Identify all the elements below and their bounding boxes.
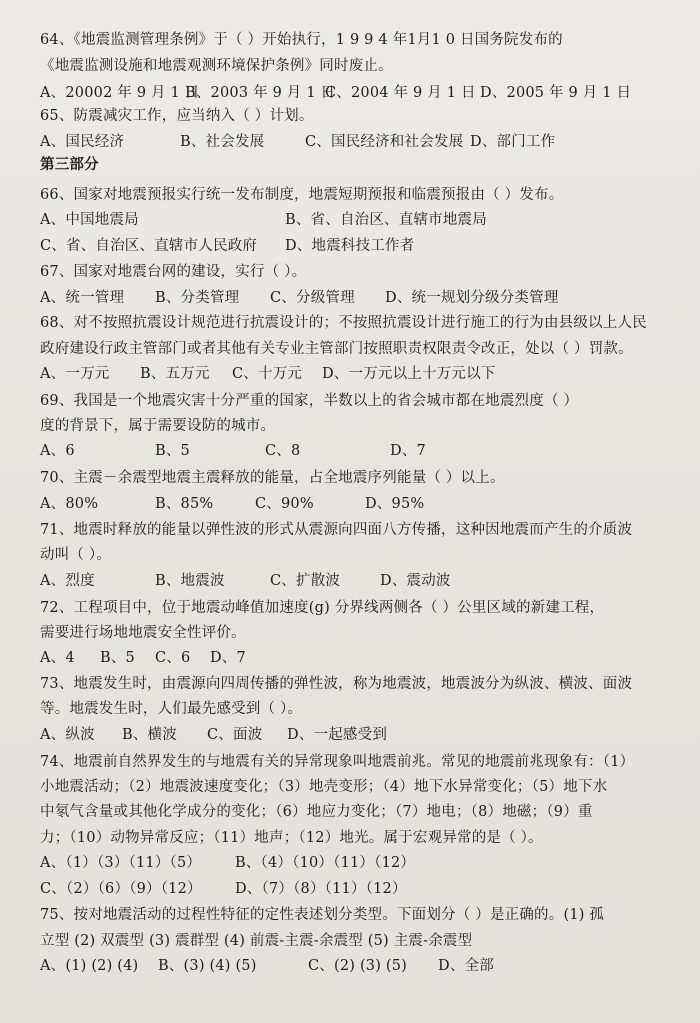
q74-option-c: C、（2）（6）（9）（12） bbox=[40, 881, 202, 897]
q75-option-c: C、(2) (3) (5) bbox=[308, 958, 408, 974]
q64-option-d: D、2005 年 9 月 1 日 bbox=[480, 85, 632, 101]
q75-line1: 75、按对地震活动的过程性特征的定性表述划分类型。下面划分（ ）是正确的。(1) 孤 bbox=[40, 907, 605, 923]
q73-option-c: C、面波 bbox=[207, 727, 263, 743]
q74-option-d: D、（7）（8）（11）（12） bbox=[235, 881, 407, 897]
q67-option-b: B、分类管理 bbox=[155, 290, 240, 306]
q64-options bbox=[40, 83, 631, 103]
q74-option-a: A、（1）（3）（11）（5） bbox=[40, 855, 202, 871]
q73-option-a: A、纵波 bbox=[40, 727, 95, 743]
q70-option-b: B、85% bbox=[155, 496, 214, 512]
q70-option-d: D、95% bbox=[365, 496, 425, 512]
q69-option-d: D、7 bbox=[390, 443, 426, 459]
q65-option-b: B、社会发展 bbox=[180, 134, 265, 150]
q66-options-row2 bbox=[40, 236, 414, 256]
q66-options-row1 bbox=[40, 210, 487, 230]
q70-options bbox=[40, 494, 424, 514]
q72-option-c: C、6 bbox=[155, 650, 191, 666]
q66-option-a: A、中国地震局 bbox=[40, 212, 139, 228]
q68-option-d: D、一万元以上十万元以下 bbox=[322, 366, 496, 382]
q70-line1: 70、主震－余震型地震主震释放的能量，占全地震序列能量（ ）以上。 bbox=[40, 470, 505, 486]
q69-line1: 69、我国是一个地震灾害十分严重的国家，半数以上的省会城市都在地震烈度（ ） bbox=[40, 393, 579, 409]
q73-option-b: B、横波 bbox=[122, 727, 177, 743]
q74-line1: 74、地震前自然界发生的与地震有关的异常现象叫地震前兆。常见的地震前兆现象有：（1） bbox=[40, 754, 635, 770]
q67-option-c: C、分级管理 bbox=[270, 290, 355, 306]
q64-option-a: A、20002 年 9 月 1 日 bbox=[40, 85, 200, 101]
q66-line1: 66、国家对地震预报实行统一发布制度，地震短期预报和临震预报由（ ）发布。 bbox=[40, 187, 564, 203]
q68-option-b: B、五万元 bbox=[140, 366, 210, 382]
q75-option-a: A、(1) (2) (4) bbox=[40, 958, 139, 974]
q67-line1: 67、国家对地震台网的建设，实行（ ）。 bbox=[40, 264, 307, 280]
q74-options-row2 bbox=[40, 879, 407, 899]
q72-options bbox=[40, 648, 246, 668]
q64-option-c: C、2004 年 9 月 1 日 bbox=[325, 85, 476, 101]
q69-line2: 度的背景下，属于需要设防的城市。 bbox=[40, 418, 276, 434]
q71-option-a: A、烈度 bbox=[40, 573, 95, 589]
q71-line2: 动叫（ ）。 bbox=[40, 547, 112, 563]
q68-option-c: C、十万元 bbox=[232, 366, 303, 382]
q66-option-d: D、地震科技工作者 bbox=[285, 238, 415, 254]
q64-option-b: B、2003 年 9 月 1 日 bbox=[185, 85, 336, 101]
q67-options bbox=[40, 288, 559, 308]
q67-option-a: A、统一管理 bbox=[40, 290, 125, 306]
q71-line1: 71、地震时释放的能量以弹性波的形式从震源向四面八方传播，这种因地震而产生的介质波 bbox=[40, 522, 633, 538]
q70-option-a: A、80% bbox=[40, 496, 99, 512]
q72-option-d: D、7 bbox=[210, 650, 246, 666]
q75-options bbox=[40, 956, 494, 976]
q65-option-d: D、部门工作 bbox=[470, 134, 556, 150]
q65-line1: 65、防震减灾工作，应当纳入（ ）计划。 bbox=[40, 108, 314, 124]
q67-option-d: D、统一规划分级分类管理 bbox=[385, 290, 559, 306]
section-heading: 第三部分 bbox=[40, 156, 99, 173]
q74-line2: 小地震活动；（2）地震波速度变化；（3）地壳变形；（4）地下水异常变化；（5）地下水 bbox=[40, 779, 608, 795]
q73-option-d: D、一起感受到 bbox=[287, 727, 388, 743]
q71-option-c: C、扩散波 bbox=[270, 573, 341, 589]
q70-option-c: C、90% bbox=[255, 496, 314, 512]
q71-option-d: D、震动波 bbox=[380, 573, 451, 589]
q65-option-a: A、国民经济 bbox=[40, 134, 125, 150]
q73-line1: 73、地震发生时，由震源向四周传播的弹性波，称为地震波，地震波分为纵波、横波、面波 bbox=[40, 676, 633, 692]
q66-option-c: C、省、自治区、直辖市人民政府 bbox=[40, 238, 258, 254]
q74-options-row1 bbox=[40, 853, 415, 873]
q72-option-a: A、4 bbox=[40, 650, 75, 666]
q68-options bbox=[40, 364, 496, 384]
q71-option-b: B、地震波 bbox=[155, 573, 225, 589]
q69-option-c: C、8 bbox=[265, 443, 301, 459]
q75-option-d: D、全部 bbox=[438, 958, 494, 974]
q73-options bbox=[40, 725, 387, 745]
q69-options bbox=[40, 441, 426, 461]
q72-line1: 72、工程项目中，位于地震动峰值加速度(g) 分界线两侧各（ ）公里区域的新建工程， bbox=[40, 600, 605, 616]
q65-option-c: C、国民经济和社会发展 bbox=[305, 134, 464, 150]
q72-line2: 需要进行场地地震安全性评价。 bbox=[40, 625, 246, 641]
q68-line2: 政府建设行政主管部门或者其他有关专业主管部门按照职责权限责令改正，处以（ ）罚款。 bbox=[40, 341, 633, 357]
q73-line2: 等。地震发生时，人们最先感受到（ ）。 bbox=[40, 701, 303, 717]
q69-option-a: A、6 bbox=[40, 443, 75, 459]
q75-option-b: B、(3) (4) (5) bbox=[158, 958, 257, 974]
q72-option-b: B、5 bbox=[100, 650, 135, 666]
q69-option-b: B、5 bbox=[155, 443, 190, 459]
q65-options bbox=[40, 132, 555, 152]
q75-line2: 立型 (2) 双震型 (3) 震群型 (4) 前震-主震-余震型 (5) 主震-余震型 bbox=[40, 933, 473, 949]
q68-line1: 68、对不按照抗震设计规范进行抗震设计的；不按照抗震设计进行施工的行为由县级以上人民 bbox=[40, 315, 647, 331]
q74-line3: 中氡气含量或其他化学成分的变化；（6）地应力变化；（7）地电；（8）地磁；（9）重 bbox=[40, 804, 593, 820]
q64-line1: 64、《地震监测管理条例》于（ ）开始执行，1 9 9 4 年1月1 0 日国务院发布的 bbox=[40, 32, 563, 48]
q74-line4: 力；（10）动物异常反应；（11）地声；（12）地光。属于宏观异常的是（ ）。 bbox=[40, 830, 543, 846]
q68-option-a: A、一万元 bbox=[40, 366, 110, 382]
q64-line2: 《地震监测设施和地震观测环境保护条例》同时废止。 bbox=[40, 58, 393, 74]
q66-option-b: B、省、自治区、直辖市地震局 bbox=[285, 212, 487, 228]
q71-options bbox=[40, 571, 451, 591]
q74-option-b: B、（4）（10）（11）（12） bbox=[235, 855, 416, 871]
